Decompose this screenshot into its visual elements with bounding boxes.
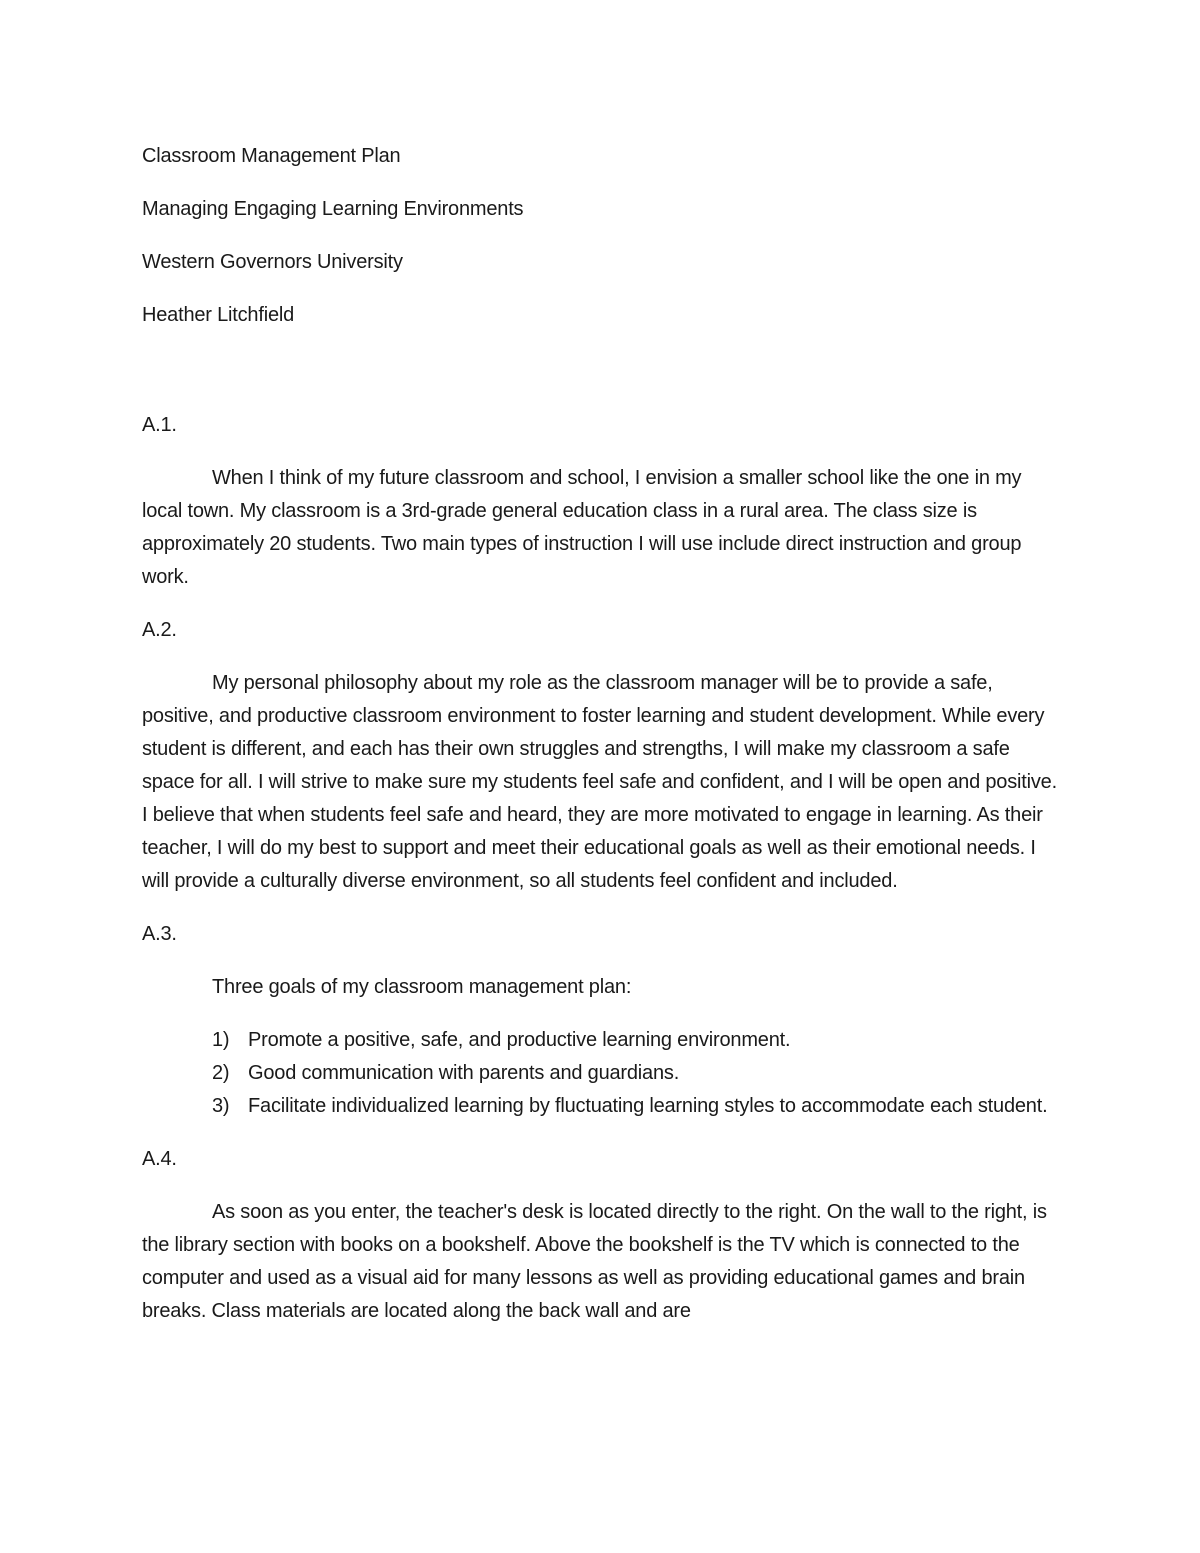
section-heading: A.1. <box>142 414 177 436</box>
section-paragraph: When I think of my future classroom and school, I envision a smaller school like the one in my local town. My classroom is a 3rd-grade general education class in a rural area. The class size is approximately 20 students. Two main types of instruction I will use include direct instruction and group work. <box>142 467 1022 588</box>
title-block <box>142 140 1062 332</box>
list-item <box>212 1024 1062 1057</box>
list-number: 2) <box>212 1062 230 1084</box>
course-name: Managing Engaging Learning Environments <box>142 198 524 220</box>
author-name: Heather Litchfield <box>142 304 295 326</box>
spacer <box>142 352 1062 409</box>
list-number: 1) <box>212 1029 230 1051</box>
list-item <box>212 1057 1062 1090</box>
list-item <box>212 1090 1062 1123</box>
section-a4 <box>142 1143 1062 1328</box>
list-text: Facilitate individualized learning by fluctuating learning styles to accommodate each student. <box>248 1095 1048 1117</box>
document-body <box>142 140 1062 1348</box>
section-a1 <box>142 409 1062 594</box>
section-heading: A.2. <box>142 619 177 641</box>
section-a2 <box>142 614 1062 898</box>
goals-intro: Three goals of my classroom management plan: <box>212 976 632 998</box>
section-heading: A.3. <box>142 923 177 945</box>
section-heading: A.4. <box>142 1148 177 1170</box>
goals-list <box>212 1024 1062 1123</box>
list-text: Promote a positive, safe, and productive learning environment. <box>248 1029 791 1051</box>
section-paragraph: As soon as you enter, the teacher's desk is located directly to the right. On the wall to the right, is the library section with books on a bookshelf. Above the bookshelf is the TV which is connected to the computer and used as a visual aid for many lessons as well as providing educational games and brain breaks. Class materials are located along the back wall and are <box>142 1201 1047 1322</box>
document-title: Classroom Management Plan <box>142 145 401 167</box>
list-number: 3) <box>212 1095 230 1117</box>
university-name: Western Governors University <box>142 251 403 273</box>
list-text: Good communication with parents and guardians. <box>248 1062 680 1084</box>
section-paragraph: My personal philosophy about my role as the classroom manager will be to provide a safe, positive, and productive classroom environment to foster learning and student development. While every student is different, and each has their own struggles and strengths, I will make my classroom a safe space for all. I will strive to make sure my students feel safe and confident, and I will be open and positive. I believe that when students feel safe and heard, they are more motivated to engage in learning. As their teacher, I will do my best to support and meet their educational goals as well as their emotional needs. I will provide a culturally diverse environment, so all students feel confident and included. <box>142 672 1057 892</box>
section-a3 <box>142 918 1062 1123</box>
